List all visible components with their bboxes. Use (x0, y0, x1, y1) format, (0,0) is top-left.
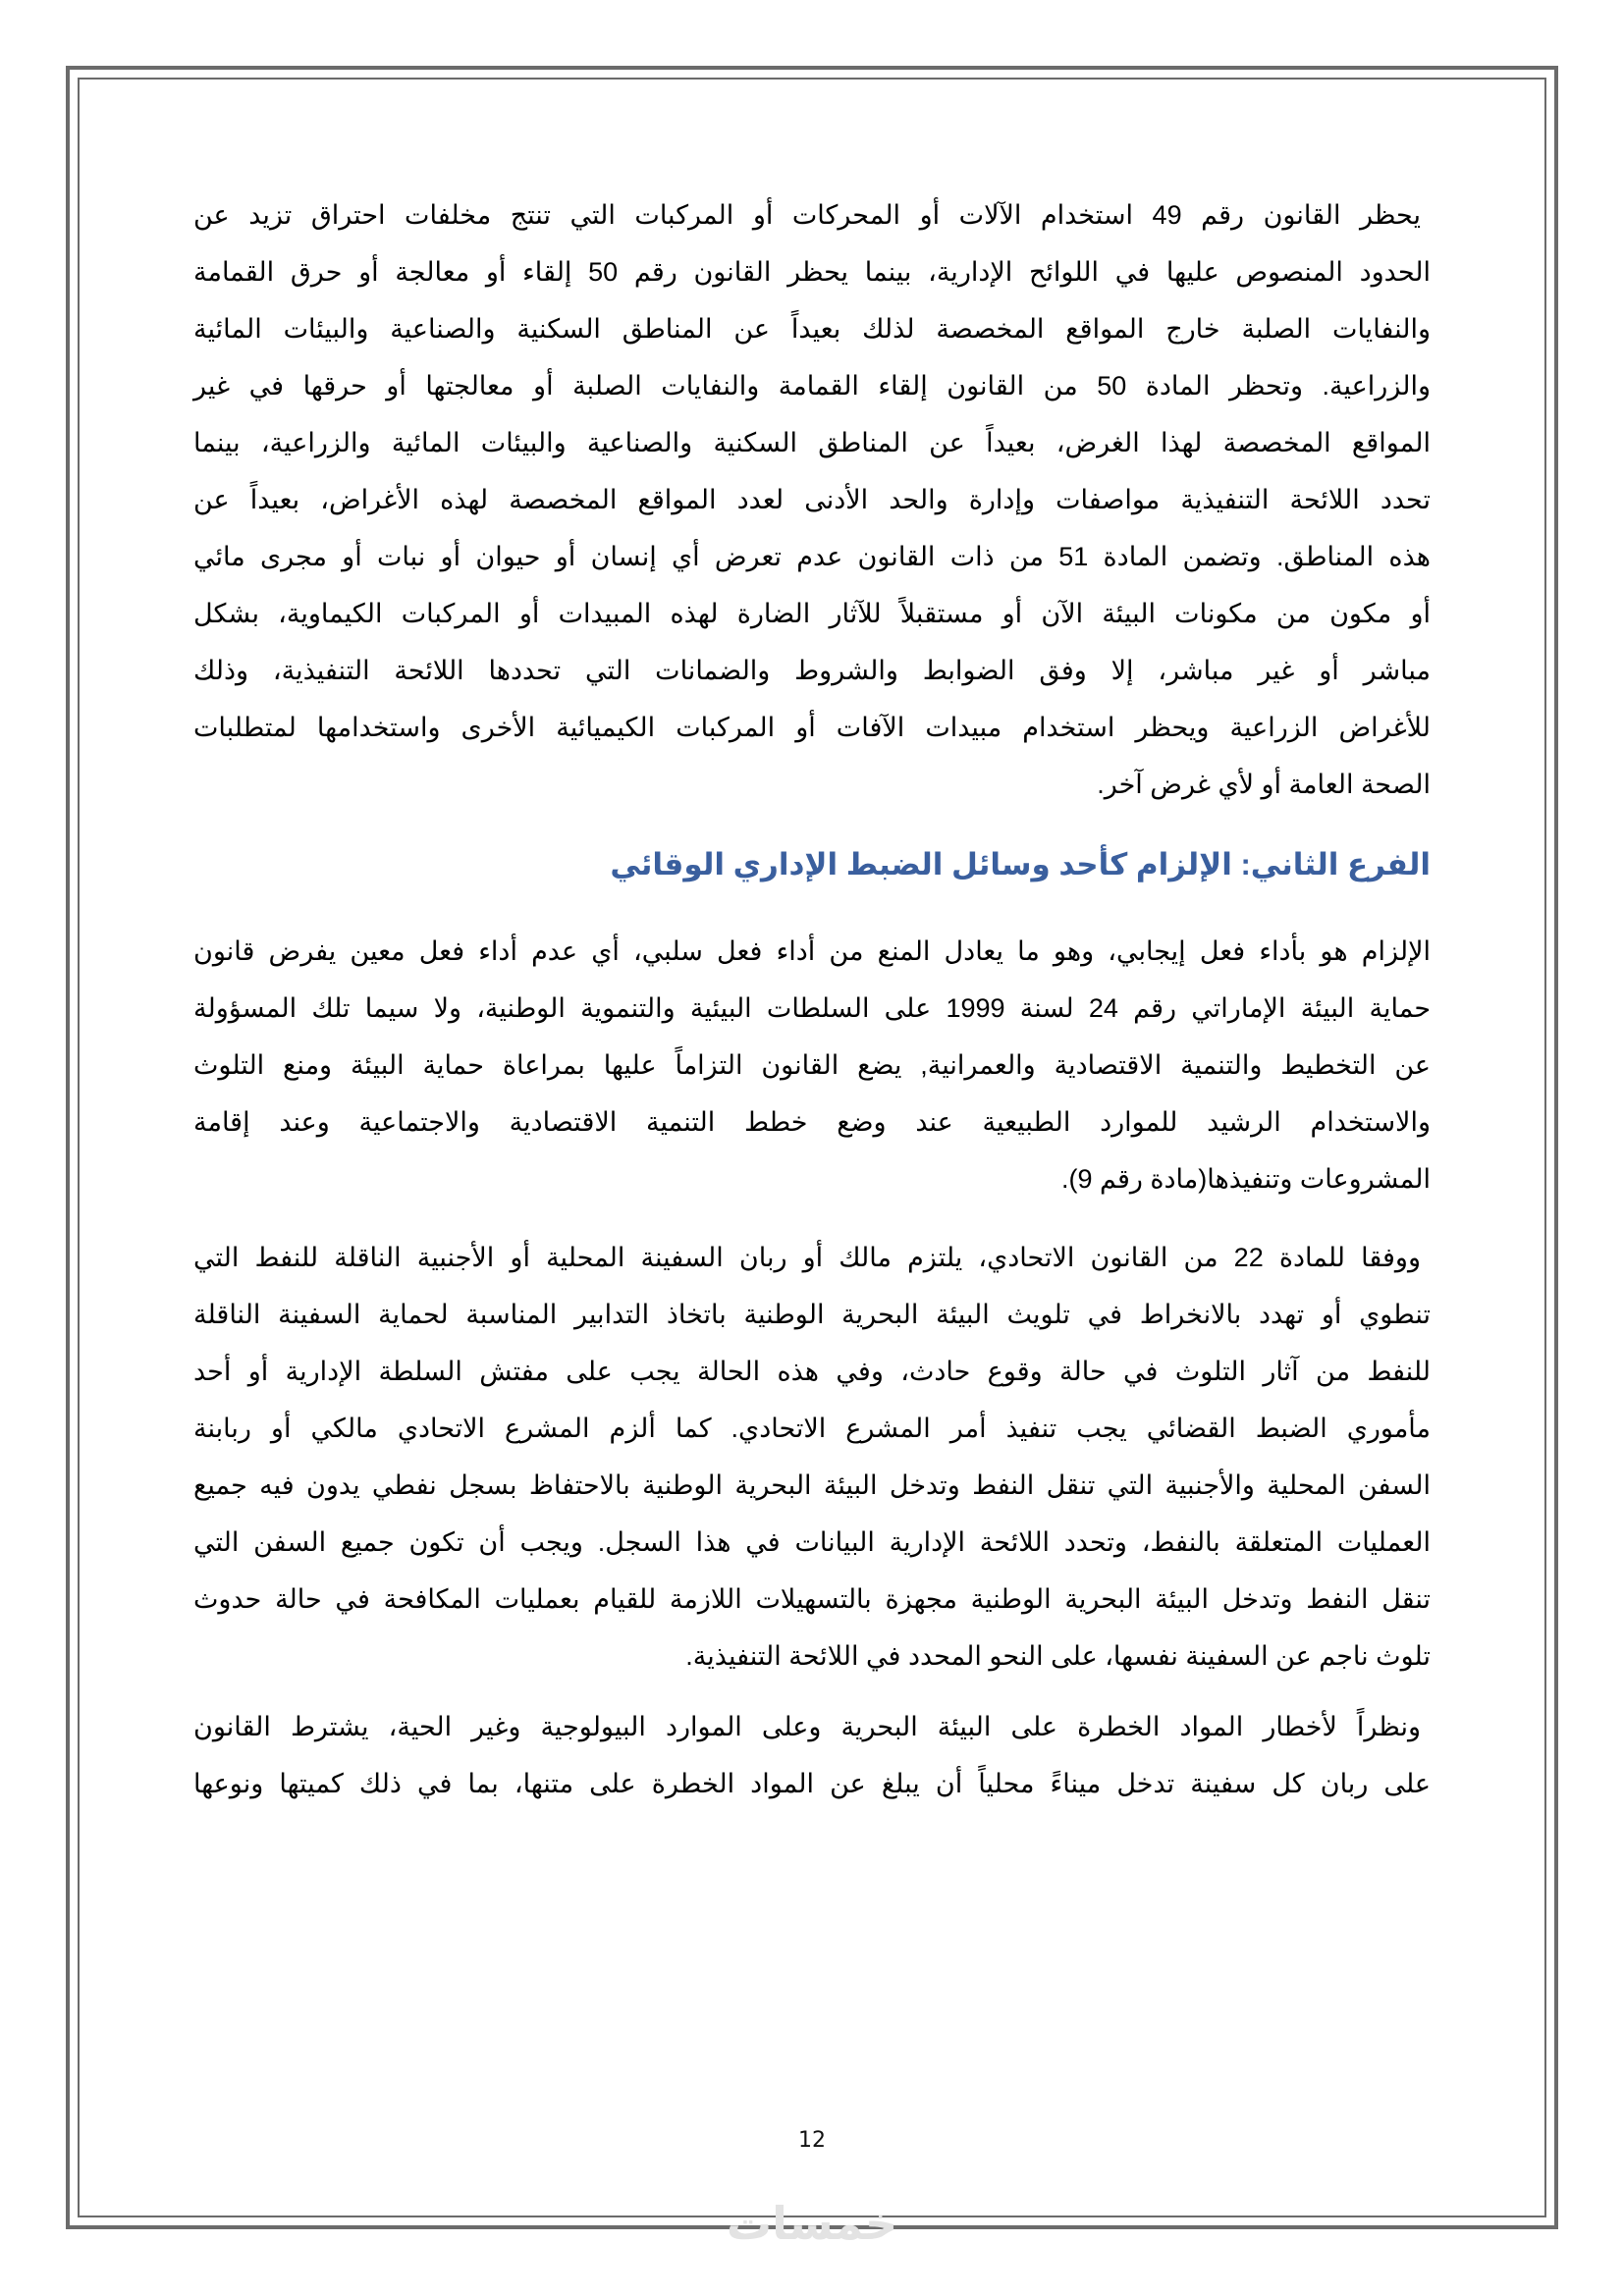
text-line: عن التخطيط والتنمية الاقتصادية والعمرانية, يضع القانون التزاماً عليها بمراعاة حماية البيئة ومنع التلوث (193, 1050, 1431, 1080)
section-heading: الفرع الثاني: الإلزام كأحد وسائل الضبط الإداري الوقائي (610, 847, 1431, 881)
page-content (193, 187, 1431, 1812)
text-line: تنطوي أو تهدد بالانخراط في تلويث البيئة البحرية الوطنية باتخاذ التدابير المناسبة لحماية السفينة الناقلة (193, 1300, 1431, 1329)
text-line: تحدد اللائحة التنفيذية مواصفات وإدارة والحد الأدنى لعدد المواقع المخصصة لهذه الأغراض، بعيداً عن (193, 485, 1431, 514)
text-line: حماية البيئة الإماراتي رقم 24 لسنة 1999 على السلطات البيئية والتنموية الوطنية، ولا سيما تلك المسؤولة (193, 993, 1432, 1023)
text-line: المشروعات وتنفيذها(مادة رقم 9). (1060, 1164, 1431, 1194)
text-line: للنفط من آثار التلوث في حالة وقوع حادث، وفي هذه الحالة يجب على مفتش السلطة الإدارية أو أحد (193, 1357, 1431, 1386)
paragraph-obligation-definition (193, 923, 1431, 1207)
text-line: مباشر أو غير مباشر، إلا وفق الضوابط والشروط والضمانات التي تحددها اللائحة التنفيذية، وذلك (193, 656, 1431, 685)
text-line: الإلزام هو بأداء فعل إيجابي، وهو ما يعادل المنع من أداء فعل سلبي، أي عدم أداء فعل معين يفرض قانون (193, 936, 1431, 966)
text-line: والزراعية. وتحظر المادة 50 من القانون إلقاء القمامة والنفايات الصلبة أو معالجتها أو حرقها في غير (193, 371, 1431, 400)
text-line: والاستخدام الرشيد للموارد الطبيعية عند وضع خطط التنمية الاقتصادية والاجتماعية وعند إقامة (193, 1107, 1431, 1137)
paragraph-pollution-prohibitions (193, 187, 1431, 813)
text-line: على ربان كل سفينة تدخل ميناءً محلياً أن يبلغ عن المواد الخطرة على متنها، بما في ذلك كميتها ونوعها (193, 1769, 1431, 1798)
text-line: للأغراض الزراعية ويحظر استخدام مبيدات الآفات أو المركبات الكيميائية الأخرى واستخدامها لمتطلبات (193, 713, 1431, 742)
text-line: تنقل النفط وتدخل البيئة البحرية الوطنية مجهزة بالتسهيلات اللازمة للقيام بعمليات المكافحة في حالة حدوث (193, 1584, 1431, 1614)
text-line: المواقع المخصصة لهذا الغرض، بعيداً عن المناطق السكنية والصناعية والبيئات المائية والزراعية، بينما (193, 428, 1431, 457)
text-line: أو مكون من مكونات البيئة الآن أو مستقبلاً للآثار الضارة لهذه المبيدات أو المركبات الكيماوية، بشكل (193, 599, 1431, 628)
paragraph-oil-ships (193, 1229, 1431, 1684)
text-line: هذه المناطق. وتضمن المادة 51 من ذات القانون عدم تعرض أي إنسان أو حيوان أو نبات أو مجرى مائي (193, 542, 1431, 571)
page-number: 12 (798, 2128, 826, 2153)
text-line: يحظر القانون رقم 49 استخدام الآلات أو المحركات أو المركبات التي تنتج مخلفات احتراق تزيد عن (193, 200, 1422, 230)
text-line: ووفقا للمادة 22 من القانون الاتحادي، يلتزم مالك أو ربان السفينة المحلية أو الأجنبية الناقلة للنفط التي (193, 1243, 1422, 1272)
paragraph-spacer (193, 1207, 1431, 1229)
watermark-logo: خمسات (726, 2198, 898, 2249)
text-line: العمليات المتعلقة بالنفط، وتحدد اللائحة الإدارية البيانات في هذا السجل. ويجب أن تكون جميع السفن التي (193, 1527, 1431, 1557)
text-line: الحدود المنصوص عليها في اللوائح الإدارية، بينما يحظر القانون رقم 50 إلقاء أو معالجة أو حرق القمامة (193, 257, 1431, 287)
text-line: مأموري الضبط القضائي يجب تنفيذ أمر المشرع الاتحادي. كما ألزم المشرع الاتحادي مالكي أو ربابنة (193, 1414, 1431, 1443)
paragraph-hazardous-materials (193, 1698, 1431, 1812)
text-line: الصحة العامة أو لأي غرض آخر. (1097, 770, 1431, 799)
text-line: تلوث ناجم عن السفينة نفسها، على النحو المحدد في اللائحة التنفيذية. (685, 1641, 1431, 1671)
text-line: السفن المحلية والأجنبية التي تنقل النفط وتدخل البيئة البحرية الوطنية بالاحتفاظ بسجل نفطي يدون فيه جميع (193, 1470, 1431, 1500)
paragraph-spacer (193, 1684, 1431, 1698)
text-line: ونظراً لأخطار المواد الخطرة على البيئة البحرية وعلى الموارد البيولوجية وغير الحية، يشترط القانون (193, 1712, 1421, 1741)
text-line: والنفايات الصلبة خارج المواقع المخصصة لذلك بعيداً عن المناطق السكنية والصناعية والبيئات المائية (193, 314, 1431, 344)
